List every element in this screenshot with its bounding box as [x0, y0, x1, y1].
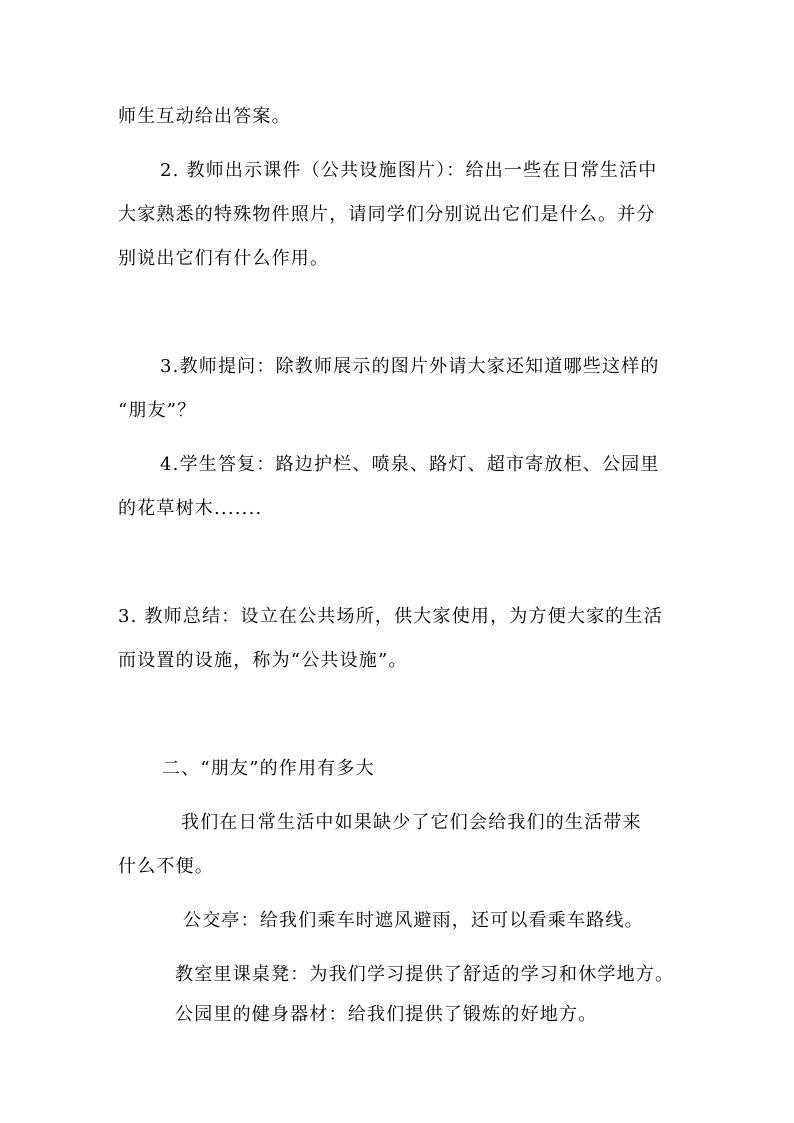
paragraph-line-inconvenience-1: 我们在日常生活中如果缺少了它们会给我们的生活带来 [181, 812, 642, 833]
paragraph-line-answer: 师生互动给出答案。 [118, 106, 291, 127]
paragraph-line-courseware-3: 别说出它们有什么作用。 [118, 248, 330, 269]
paragraph-line-courseware-2: 大家熟悉的特殊物件照片，请同学们分别说出它们是什么。并分 [118, 204, 656, 225]
paragraph-line-inconvenience-2: 什么不便。 [118, 856, 214, 877]
paragraph-line-bus-stop: 公交亭：给我们乘车时遮风避雨，还可以看乘车路线。 [183, 910, 644, 931]
paragraph-line-question-2: “朋友”？ [118, 400, 197, 421]
paragraph-line-student-answer-1: 4.学生答复：路边护栏、喷泉、路灯、超市寄放柜、公园里 [160, 454, 660, 475]
paragraph-line-summary-2: 而设置的设施，称为“公共设施”。 [118, 650, 408, 671]
paragraph-line-student-answer-2: 的花草树木....... [118, 498, 263, 519]
paragraph-line-fitness-equipment: 公园里的健身器材：给我们提供了锻炼的好地方。 [175, 1004, 598, 1025]
paragraph-line-courseware-1: 2. 教师出示课件（公共设施图片）：给出一些在日常生活中 [160, 160, 658, 181]
paragraph-line-classroom-desks: 教室里课桌凳：为我们学习提供了舒适的学习和休学地方。 [175, 964, 675, 985]
paragraph-line-question-1: 3.教师提问：除教师展示的图片外请大家还知道哪些这样的 [160, 356, 660, 377]
paragraph-line-summary-1: 3. 教师总结：设立在公共场所，供大家使用，为方便大家的生活 [118, 606, 663, 627]
section-heading-friend-role: 二、“朋友”的作用有多大 [162, 758, 375, 779]
